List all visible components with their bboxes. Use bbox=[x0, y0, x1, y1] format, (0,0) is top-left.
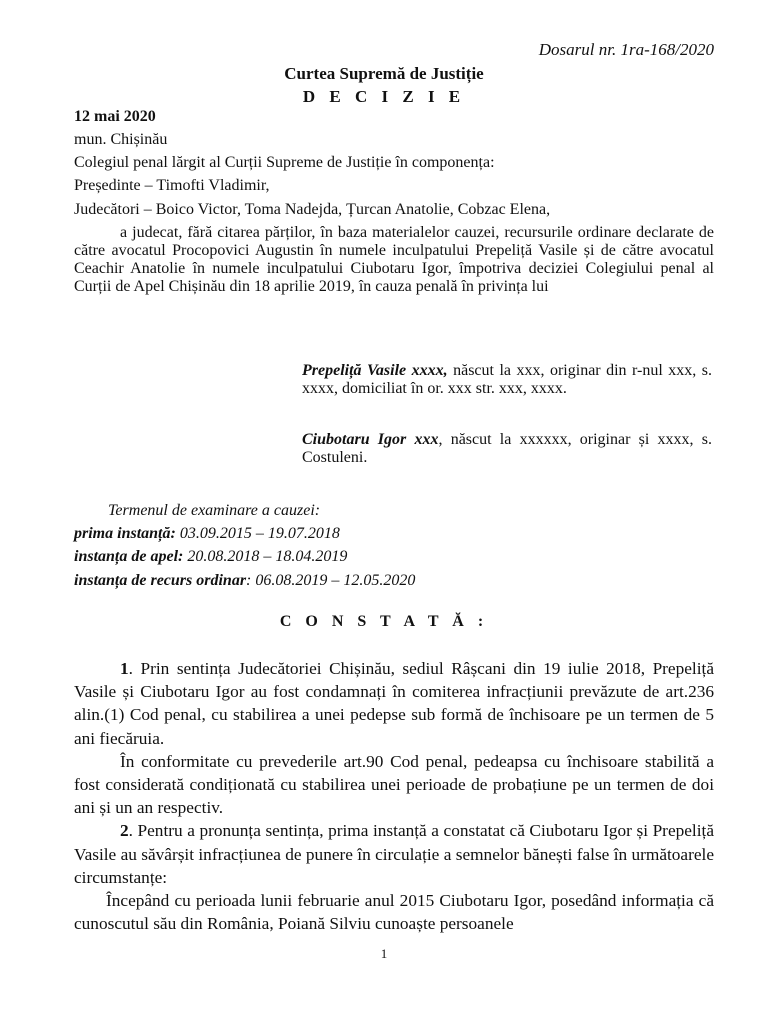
paragraph-text: . Pentru a pronunța sentința, prima instanță a constatat că Ciubotaru Igor și Prepeliță Vasile au săvârșit infracțiunea de punere în circulație a semnelor bănești false în următoarele circumstanțe: bbox=[74, 821, 714, 887]
court-name: Curtea Supremă de Justiție bbox=[284, 64, 484, 83]
paragraph-3 bbox=[74, 819, 714, 889]
section-heading: C O N S T A T Ă : bbox=[279, 613, 489, 630]
term-value: : 06.08.2019 – 12.05.2020 bbox=[246, 571, 416, 589]
term-row bbox=[74, 548, 415, 571]
decision-date: 12 mai 2020 bbox=[74, 108, 156, 125]
panel-president: Președinte – Timofti Vladimir, bbox=[74, 177, 270, 194]
party-1 bbox=[302, 362, 712, 398]
paragraph-number: 1 bbox=[120, 659, 129, 678]
term-label: instanța de recurs ordinar bbox=[74, 571, 247, 589]
term-row bbox=[74, 572, 415, 595]
intro-text: a judecat, fără citarea părților, în baza materialelor cauzei, recursurile ordinare declarate de către avocatul Procopovici Augustin în numele inculpatului Prepeliță Vasile și de către avocatul Ceachir Anatolie în numele inculpatului Ciubotaru Igor, împotriva deciziei Colegiului penal al Curții de Apel Chișinău din 18 aprilie 2019, în cauza penală în privința lui bbox=[74, 224, 714, 295]
term-value: 03.09.2015 – 19.07.2018 bbox=[175, 525, 340, 543]
location: mun. Chișinău bbox=[74, 131, 168, 148]
paragraph-2: În conformitate cu prevederile art.90 Cod penal, pedeapsa cu închisoare stabilită a fost considerată condiționată cu stabilirea unei perioade de probațiune pe un termen de doi ani și un an respectiv. bbox=[74, 751, 714, 818]
paragraph-1 bbox=[74, 657, 714, 750]
intro-paragraph bbox=[74, 224, 714, 296]
term-row bbox=[74, 525, 415, 548]
paragraph-text: . Prin sentința Judecătoriei Chișinău, sediul Râșcani din 19 iulie 2018, Prepeliță Vasile și Ciubotaru Igor au fost condamnați în comiterea infracțiunii prevăzute de art.236 alin.(1) Cod penal, cu stabilirea a unei pedepse sub formă de închisoare pe un termen de 5 ani fiecăruia. bbox=[74, 659, 714, 748]
term-label: prima instanță: bbox=[74, 525, 176, 543]
paragraph-number: 2 bbox=[120, 821, 129, 841]
party-1-name: Prepeliță Vasile xxxx, bbox=[302, 362, 448, 379]
terms-title: Termenul de examinare a cauzei: bbox=[108, 502, 321, 519]
party-2 bbox=[302, 431, 712, 467]
party-1-details: născut la xxx, originar din r-nul xxx, s. xxxx, domiciliat în or. xxx str. xxx, xxxx. bbox=[302, 362, 712, 397]
paragraph-4: Începând cu perioada lunii februarie anul 2015 Ciubotaru Igor, posedând informația că cunoscutul său din România, Poiană Silviu cunoaște persoanele bbox=[74, 891, 714, 934]
party-2-details: , născut la xxxxxx, originar și xxxx, s. Costuleni. bbox=[302, 431, 712, 466]
term-value: 20.08.2018 – 18.04.2019 bbox=[183, 548, 348, 566]
examination-terms bbox=[74, 502, 415, 595]
page-number: 1 bbox=[380, 946, 388, 961]
document-type: D E C I Z I E bbox=[302, 87, 466, 106]
panel-intro: Colegiul penal lărgit al Curții Supreme de Justiție în componența: bbox=[74, 154, 495, 171]
panel-judges: Judecători – Boico Victor, Toma Nadejda, Țurcan Anatolie, Cobzac Elena, bbox=[74, 201, 551, 218]
findings-body bbox=[74, 657, 714, 935]
party-2-name: Ciubotaru Igor xxx bbox=[302, 431, 439, 448]
file-number: Dosarul nr. 1ra-168/2020 bbox=[538, 40, 714, 59]
term-label: instanța de apel: bbox=[74, 548, 184, 566]
